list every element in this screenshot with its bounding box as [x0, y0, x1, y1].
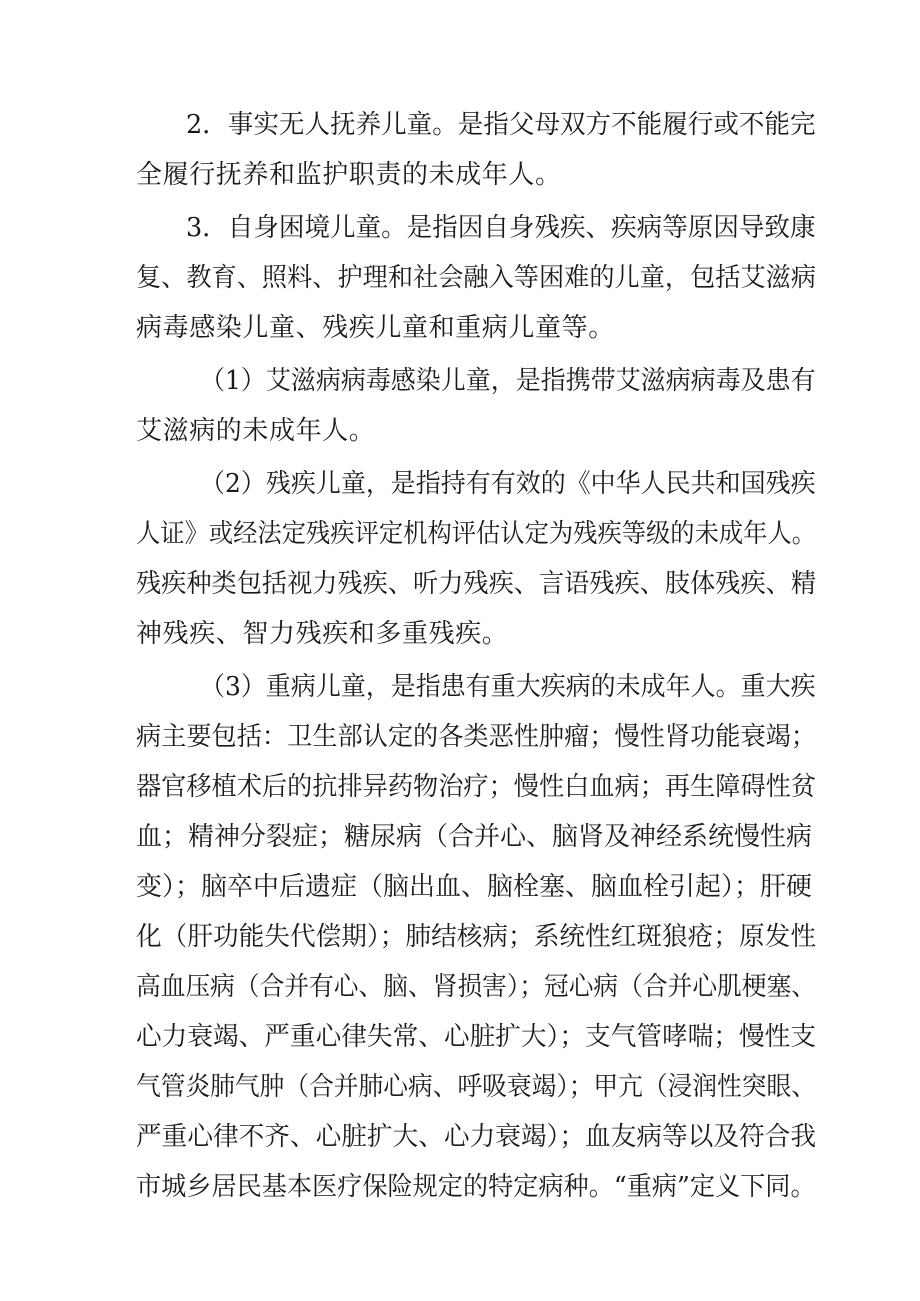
- paragraph-line: （1）艾滋病病毒感染儿童，是指携带艾滋病病毒及患有: [200, 366, 816, 396]
- paragraph-line: 神残疾、智力残疾和多重残疾。: [136, 619, 509, 649]
- paragraph-line: 全履行抚养和监护职责的未成年人。: [136, 160, 562, 190]
- paragraph-line: 器官移植术后的抗排异药物治疗；慢性白血病；再生障碍性贫: [136, 772, 817, 802]
- paragraph-line: 变）；脑卒中后遗症（脑出血、脑栓塞、脑血栓引起）；肝硬: [136, 872, 813, 902]
- paragraph-line: 病主要包括：卫生部认定的各类恶性肿瘤；慢性肾功能衰竭；: [136, 722, 817, 752]
- paragraph-line: 人证》或经法定残疾评定机构评估认定为残疾等级的未成年人。: [136, 519, 817, 549]
- paragraph-line: 病毒感染儿童、残疾儿童和重病儿童等。: [136, 313, 615, 343]
- paragraph-line: 残疾种类包括视力残疾、听力残疾、言语残疾、肢体残疾、精: [136, 569, 817, 599]
- paragraph-line: 严重心律不齐、心脏扩大、心力衰竭）；血友病等以及符合我: [136, 1122, 816, 1152]
- paragraph-line: 心力衰竭、严重心律失常、心脏扩大）；支气管哮喘；慢性支: [136, 1022, 816, 1052]
- paragraph-line: 血；精神分裂症；糖尿病（合并心、脑肾及神经系统慢性病: [136, 822, 813, 852]
- paragraph-line: 复、教育、照料、护理和社会融入等困难的儿童，包括艾滋病: [136, 263, 817, 293]
- paragraph-line: 2．事实无人抚养儿童。是指父母双方不能履行或不能完: [186, 110, 816, 140]
- paragraph-line: （3）重病儿童，是指患有重大疾病的未成年人。重大疾: [200, 672, 816, 702]
- paragraph-line: 化（肝功能失代偿期）；肺结核病；系统性红斑狼疮；原发性: [136, 922, 816, 952]
- paragraph-line: 3．自身困境儿童。是指因自身残疾、疾病等原因导致康: [186, 213, 816, 243]
- paragraph-line: 高血压病（合并有心、脑、肾损害）；冠心病（合并心肌梗塞、: [136, 972, 816, 1002]
- paragraph-line: 气管炎肺气肿（合并肺心病、呼吸衰竭）；甲亢（浸润性突眼、: [136, 1072, 816, 1102]
- paragraph-line: 市城乡居民基本医疗保险规定的特定病种。“重病”定义下同。: [136, 1172, 816, 1202]
- paragraph-line: 艾滋病的未成年人。: [136, 416, 376, 446]
- paragraph-line: （2）残疾儿童，是指持有有效的《中华人民共和国残疾: [200, 469, 816, 499]
